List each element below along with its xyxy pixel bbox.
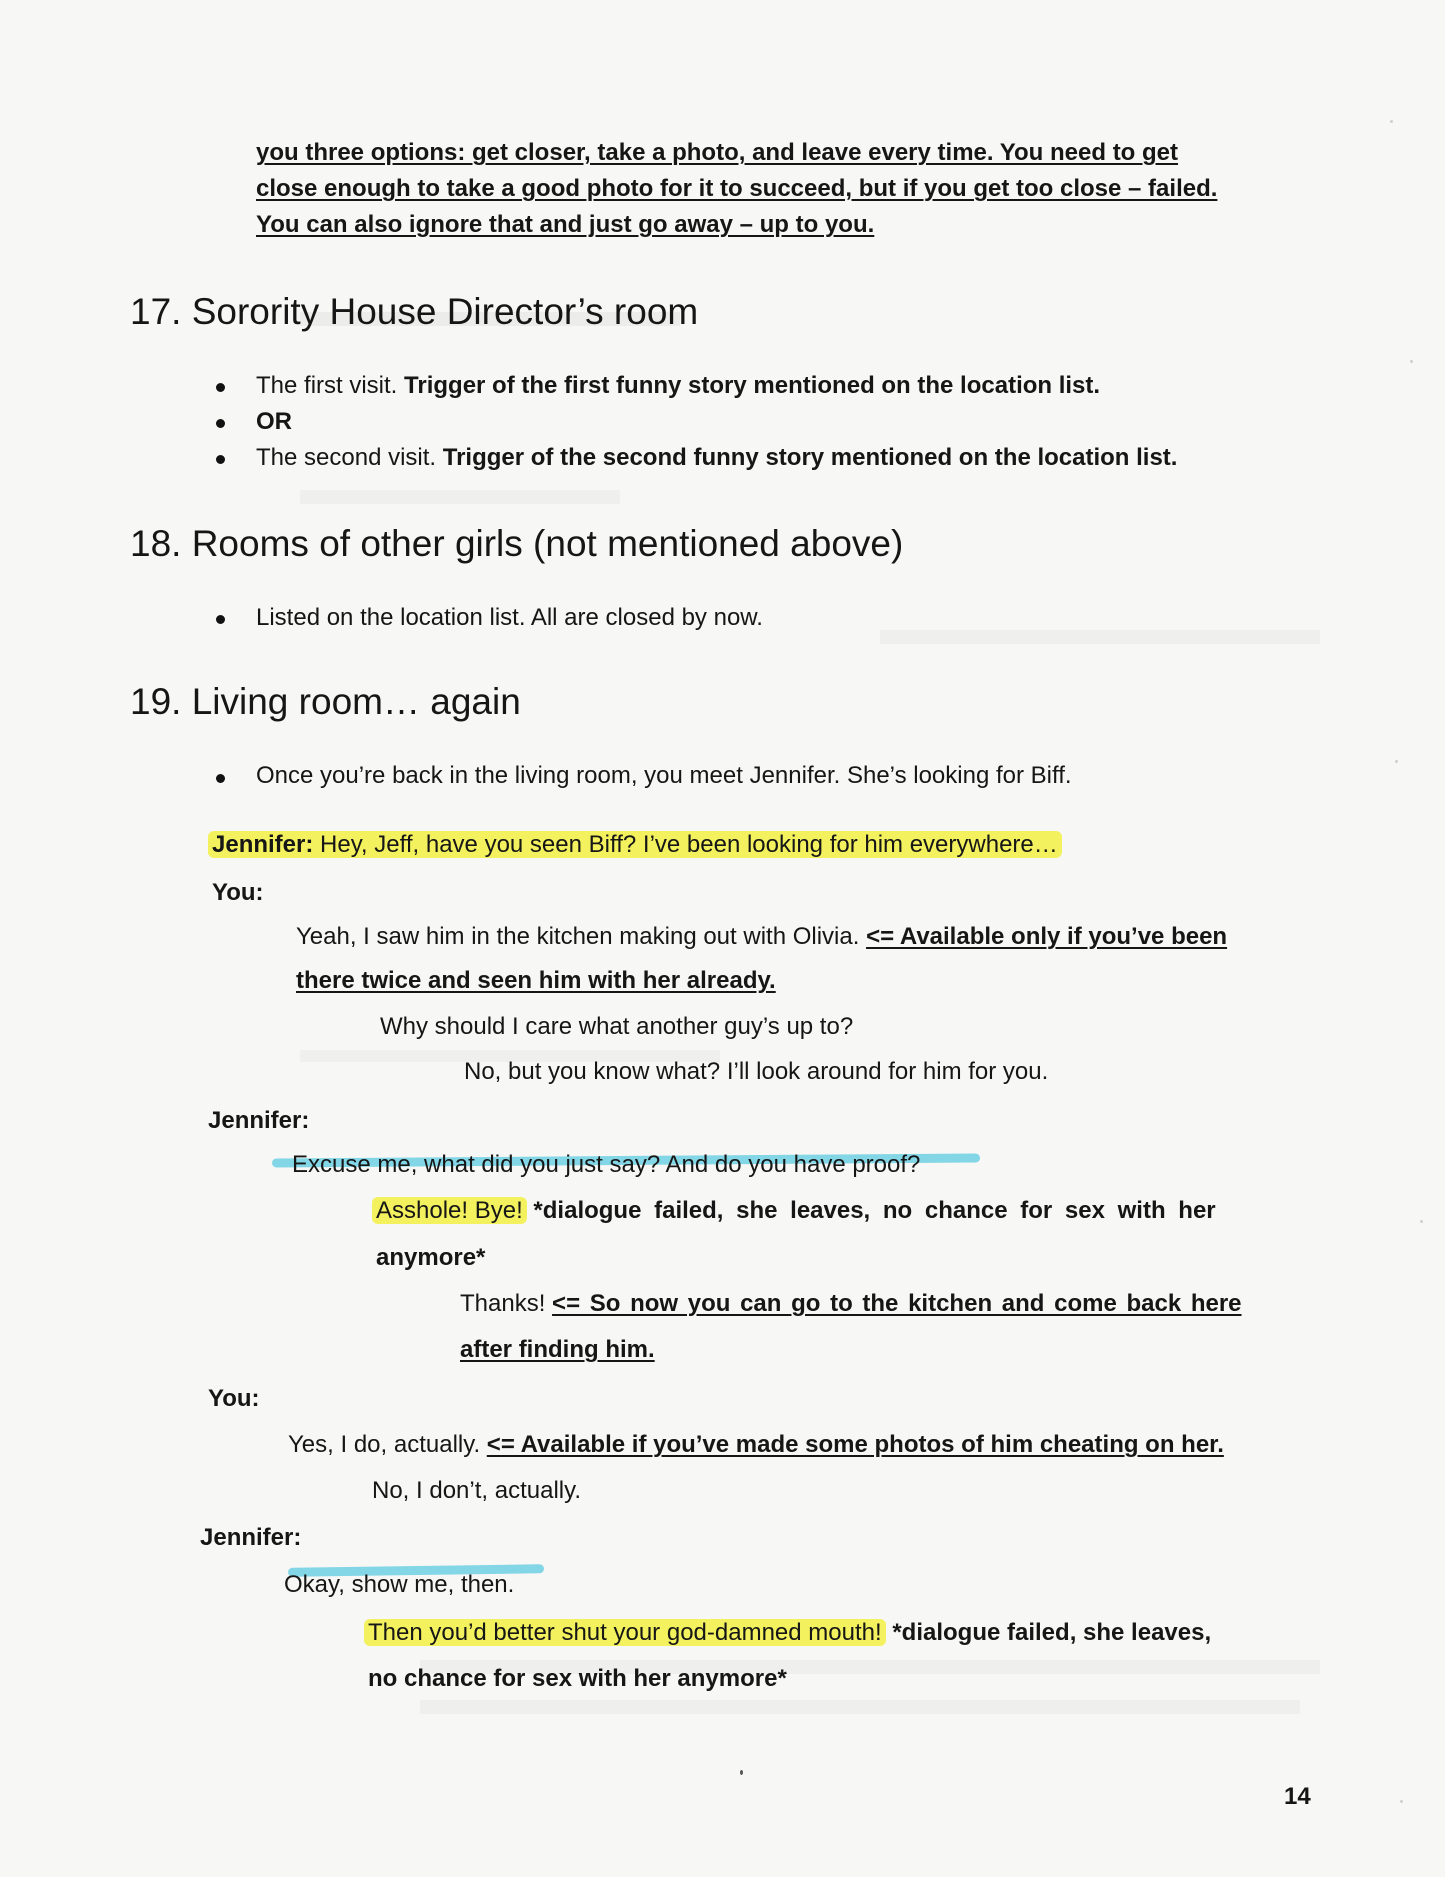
section-18-heading: 18. Rooms of other girls (not mentioned above) — [130, 523, 904, 564]
intro-line: you three options: get closer, take a photo, and leave every time. You need to get — [256, 139, 1179, 166]
list-item: Once you’re back in the living room, you meet Jennifer. She’s looking for Biff. — [256, 762, 1072, 789]
list-item: OR — [256, 408, 292, 435]
item-bold-text: Trigger of the second funny story mentioned on the location list. — [442, 444, 1178, 471]
intro-line: You can also ignore that and just go away – up to you. — [256, 211, 875, 238]
speaker-label: Jennifer: — [200, 1524, 302, 1551]
list-item — [256, 371, 1100, 401]
bullet-icon — [216, 455, 225, 464]
response-note: no chance for sex with her anymore* — [368, 1665, 787, 1692]
response-text: Thanks! — [460, 1290, 546, 1317]
bullet-icon — [216, 615, 225, 624]
item-bold-text: Trigger of the first funny story mentioned on the location list. — [404, 372, 1101, 399]
list-item: Listed on the location list. All are closed by now. — [256, 604, 763, 631]
option-text: Yeah, I saw him in the kitchen making out with Olivia. — [296, 923, 860, 950]
response-c — [460, 1289, 1242, 1319]
section-19-heading: 19. Living room… again — [130, 681, 521, 722]
bullet-icon — [216, 419, 225, 428]
intro-line: close enough to take a good photo for it to succeed, but if you get too close – failed. — [256, 175, 1218, 202]
option-a — [296, 922, 1227, 952]
item-text: The second visit. — [256, 444, 443, 471]
speaker-label: You: — [212, 879, 264, 906]
item-text: The first visit. — [256, 372, 405, 399]
bullet-icon — [216, 383, 225, 392]
section-17-heading: 17. Sorority House Director’s room — [130, 291, 699, 332]
response-note: *dialogue failed, she leaves, — [892, 1619, 1212, 1646]
option-b: Why should I care what another guy’s up to? — [380, 1013, 854, 1040]
speaker-label: Jennifer: — [212, 831, 314, 858]
dialogue-text: Hey, Jeff, have you seen Biff? I’ve been looking for him everywhere… — [320, 831, 1058, 858]
response-a: Excuse me, what did you just say? And do you have proof? — [292, 1151, 921, 1178]
response-note: anymore* — [376, 1244, 486, 1271]
option-note: there twice and seen him with her already. — [296, 967, 776, 994]
bullet-icon — [216, 774, 225, 783]
jennifer-line — [212, 830, 1062, 860]
response-b — [376, 1196, 1216, 1226]
response-note: <= So now you can go to the kitchen and come back here — [552, 1290, 1242, 1317]
list-item — [256, 443, 1177, 473]
response-text: Then you’d better shut your god-damned mouth! — [364, 1619, 886, 1646]
option-c: No, but you know what? I’ll look around for him for you. — [464, 1058, 1049, 1085]
speaker-label: You: — [208, 1385, 260, 1412]
response-e — [368, 1618, 1211, 1648]
option-e: No, I don’t, actually. — [372, 1477, 581, 1504]
option-d — [288, 1430, 1224, 1460]
response-text: Asshole! Bye! — [372, 1197, 527, 1224]
option-text: Yes, I do, actually. — [288, 1431, 481, 1458]
option-note: <= Available if you’ve made some photos of him cheating on her. — [486, 1431, 1224, 1458]
response-d: Okay, show me, then. — [284, 1571, 515, 1598]
page-number: 14 — [1284, 1783, 1311, 1810]
response-note: after finding him. — [460, 1336, 655, 1363]
speaker-label: Jennifer: — [208, 1107, 310, 1134]
option-note: <= Available only if you’ve been — [866, 923, 1228, 950]
response-note: *dialogue failed, she leaves, no chance for sex with her — [533, 1197, 1216, 1224]
